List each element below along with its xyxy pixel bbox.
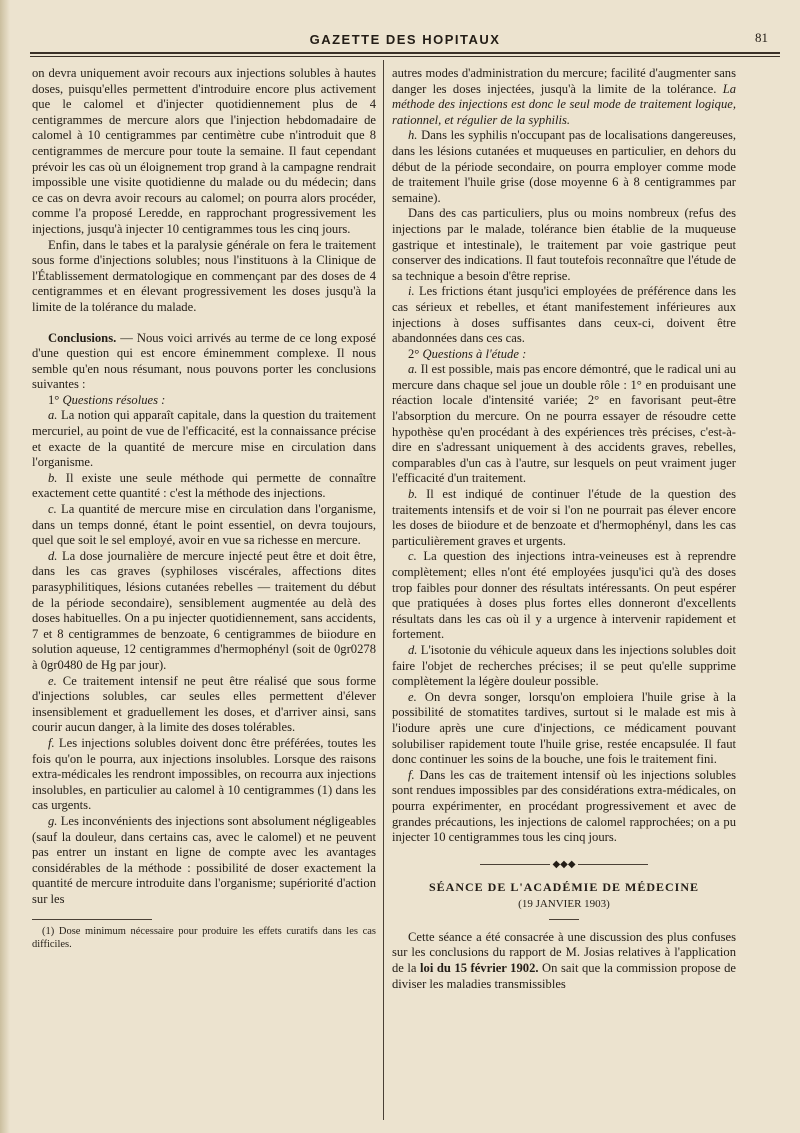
- item-g: [32, 814, 376, 908]
- item-label: e.: [48, 673, 57, 688]
- seance-text-start: Cette séance a été consacrée à une discussion des plus confuses sur les conclusions du rapport de M. Josias relatives à l'application de la: [392, 929, 736, 976]
- column-divider: [383, 60, 384, 1120]
- footnote-rule: [32, 919, 152, 920]
- section-date: (19 JANVIER 1903): [518, 898, 610, 911]
- item-h: [392, 128, 736, 206]
- item-label: f.: [408, 767, 415, 782]
- item-e-etude: [392, 690, 736, 768]
- item-label: h.: [408, 128, 418, 143]
- item-text: On devra songer, lorsqu'on emploiera l'huile grise à la possibilité de stomatites tardives, surtout si le malade est mis à l'iodure après une cure d'injections, ce médicament pouvant solubiliser rapidement toute l'huile grise, restée encapsulée. Il faut donc continuer les soins de la bouche, une fois le traitement fini.: [392, 689, 736, 767]
- item-label: g.: [48, 813, 58, 828]
- conclusions-text: — Nous voici arrivés au terme de ce long exposé d'une question qui est encore éminemment complexe. Il nous semble qu'en nous résumant, nous pouvons porter les conclusions suivantes :: [32, 330, 376, 392]
- questions-etude-heading: [392, 347, 736, 363]
- item-c-etude: [392, 549, 736, 643]
- item-text: Les injections solubles doivent donc être préférées, toutes les fois qu'on le pourra, aux injections insolubles. Lorsque des raisons extra-médicales les rendront impossibles, on recourra aux injections insolubles, en particulier au calomel à 10 centigrammes (1) dans les cas urgents.: [32, 735, 376, 813]
- page-header: [30, 28, 780, 50]
- continuation-italic: La méthode des injections est donc le seul mode de traitement logique, rationnel, et régulier de la syphilis.: [392, 81, 736, 127]
- journal-title: GAZETTE DES HOPITAUX: [309, 32, 501, 47]
- item-label: b.: [408, 487, 418, 502]
- item-label: b.: [48, 470, 58, 485]
- item-label: a.: [48, 408, 58, 423]
- item-b: [32, 471, 376, 502]
- item-text: Dans les syphilis n'occupant pas de localisations dangereuses, dans les lésions cutanées et muqueuses en particulier, en dehors du début de la période secondaire, on pourra employer comme mode de traitement l'huile grise (dose moyenne 6 à 8 centigrammes par semaine).: [392, 128, 736, 205]
- item-i: [392, 284, 736, 346]
- item-text: L'isotonie du véhicule aqueux dans les injections solubles doit faire l'objet de recherches précises; il se peut qu'elle supprime complètement la légère douleur possible.: [392, 642, 736, 689]
- questions-resolues-heading: [32, 393, 376, 409]
- paragraph-seance: [392, 930, 736, 992]
- q1-number: 1°: [48, 392, 60, 407]
- paragraph-continuation: [392, 66, 736, 128]
- item-label: d.: [48, 548, 58, 563]
- item-label: d.: [408, 642, 418, 657]
- paragraph-injections-solubles: on devra uniquement avoir recours aux injections solubles à hautes doses, puisqu'elles permettent d'introduire encore plus activement que le calomel et d'injecter quotidiennement plus de 4 centigrammes de mercure alors que l'injection hebdomadaire de calomel à 10 centigrammes par centimètre cube n'introduit que 8 centigrammes de mercure pour toute la semaine. Il faut cependant prévoir les cas où un éloignement trop grand à la campagne rendrait impossible une visite quotidienne du malade ou du médecin; dans ce cas on devra avoir recours au calomel; on pourra alors procéder, comme l'a proposé Leredde, en rapprochant progressivement les injections, jusqu'à injecter 10 centigrammes tous les cinq jours.: [32, 66, 376, 236]
- paragraph-tabes: Enfin, dans le tabes et la paralysie générale on fera le traitement sous forme d'injections solubles; nous l'instituons à la Clinique de l'Établissement dermatologique en commençant par des doses de 4 centigrammes et en élevant progressivement les doses jusqu'à la limite de la tolérance du malade.: [32, 237, 376, 314]
- item-f: [32, 736, 376, 814]
- item-label: c.: [48, 502, 57, 517]
- right-column: [392, 66, 736, 992]
- left-column: [32, 66, 376, 951]
- item-label: e.: [408, 689, 417, 704]
- item-text: Les frictions étant jusqu'ici employées de préférence dans les cas sérieux et rebelles, et étant manifestement inférieures aux injections à doses suffisantes dans ceux-ci, doivent être abandonnées dans ces cas.: [392, 284, 736, 346]
- item-text: Les inconvénients des injections sont absolument négligeables (sauf la douleur, dans certains cas, avec le calomel) et ne peuvent pas entrer un instant en ligne de compte avec les avantages considérables de la méthode : possibilité de doser exactement la quantité de mercure introduite dans l'organisme; supériorité d'action sur les: [32, 813, 376, 906]
- footnote: (1) Dose minimum nécessaire pour produire les effets curatifs dans les cas difficiles.: [32, 926, 376, 951]
- section-ornament: ◆◆◆: [392, 860, 736, 870]
- item-text: La dose journalière de mercure injecté peut être et doit être, dans les cas graves (syphiloses viscérales, affections dites parasyphilitiques, lésions cutanées rebelles — traitement du début de la période secondaire), sensiblement augmentée au delà des doses habituelles. On a pu injecter quotidiennement, sans accidents, 7 et 8 centigrammes de benzoate, 6 centigrammes de biiodure en solution aqueuse, 12 centigrammes d'hermophényl (soit de 0gr0278 à 0gr0480 de Hg par jour).: [32, 548, 376, 672]
- item-a-etude: [392, 362, 736, 487]
- item-label: a.: [408, 362, 418, 377]
- section-rule: [549, 919, 579, 920]
- header-rule: [30, 52, 780, 57]
- page-number: 81: [755, 30, 768, 45]
- section-title: SÉANCE DE L'ACADÉMIE DE MÉDECINE: [428, 879, 700, 894]
- item-text: Il existe une seule méthode qui permette de connaître exactement cette quantité : c'est la méthode des injections.: [32, 470, 376, 501]
- item-d: [32, 549, 376, 674]
- seance-text-end: On sait que la commission propose de diviser les maladies transmissibles: [392, 961, 736, 991]
- paragraph-cas-particuliers: Dans des cas particuliers, plus ou moins nombreux (refus des injections par le malade, tolérance bien établie de la muqueuse gastrique et intestinale), le traitement par voie gastrique peut conserver des indications. Il faut toutefois reconnaître que l'étude de sa technique a besoin d'être reprise.: [392, 206, 736, 283]
- item-text: Il est indiqué de continuer l'étude de la question des traitements intensifs et de voir si l'on ne pourrait pas élever encore les doses de biiodure et de benzoate et d'hermophényl, dans les cas particulièrement graves et urgents.: [392, 487, 736, 548]
- item-text: La quantité de mercure mise en circulation dans l'organisme, dans un temps donné, étant le point essentiel, on devra toujours, quel que soit le sel employé, avoir en vue sa richesse en mercure.: [32, 502, 376, 548]
- paragraph-conclusions: [32, 331, 376, 393]
- page-edge: [0, 0, 10, 1133]
- q2-number: 2°: [408, 346, 420, 361]
- item-text: La question des injections intra-veineuses est à reprendre complètement; elles n'ont été employées jusqu'ici qu'à des doses trop faibles pour donner des résultats intéressants. On peut espérer que pratiquées à doses plus fortes elles donneront d'excellents résultats dans les cas où il y a urgence à intervenir rapidement et fortement.: [392, 549, 736, 642]
- item-d-etude: [392, 643, 736, 690]
- item-text: Ce traitement intensif ne peut être réalisé que sous forme d'injections solubles, car seules elles permettent d'élever insensiblement et graduellement les doses, et d'arriver ainsi, sans courir aucun danger, à la limite des doses tolérables.: [32, 673, 376, 735]
- item-e: [32, 674, 376, 736]
- q2-heading: Questions à l'étude :: [422, 346, 527, 361]
- item-text: La notion qui apparaît capitale, dans la question du traitement mercuriel, au point de vue de l'efficacité, est la connaissance précise et exacte de la quantité de mercure mise en circulation dans l'organisme.: [32, 408, 376, 470]
- item-b-etude: [392, 487, 736, 549]
- item-label: f.: [48, 735, 55, 750]
- conclusions-heading: Conclusions.: [48, 330, 117, 345]
- item-f-etude: [392, 768, 736, 846]
- item-label: i.: [408, 284, 415, 299]
- seance-text-bold: loi du 15 février 1902.: [420, 961, 539, 976]
- q1-heading: Questions résolues :: [62, 392, 166, 407]
- item-c: [32, 502, 376, 549]
- item-a: [32, 408, 376, 470]
- item-text: Dans les cas de traitement intensif où les injections solubles sont rendues impossibles par des considérations extra-médicales, on pourra expérimenter, en procédant progressivement et avec de grandes précautions, les injections de calomel rapprochées; on a pu injecter 10 centigrammes tous les cinq jours.: [392, 767, 736, 845]
- continuation-text: autres modes d'administration du mercure; facilité d'augmenter sans danger les doses injectées, jusqu'à la limite de la tolérance.: [392, 66, 736, 96]
- item-text: Il est possible, mais pas encore démontré, que le radical uni au mercure dans chaque sel joue un double rôle : 1° en produisant une réaction locale d'intensité variée; 2° en favorisant peut-être l'absorption du mercure. On ne pourra essayer de résoudre cette hypothèse qu'en procédant à des expériences très précises, c'est-à-dire en s'adressant uniquement à des accidents graves, rebelles, comparables d'un cas à l'autre, sur lesquels on peut vraiment juger l'efficacité d'un traitement.: [392, 362, 736, 486]
- item-label: c.: [408, 549, 417, 564]
